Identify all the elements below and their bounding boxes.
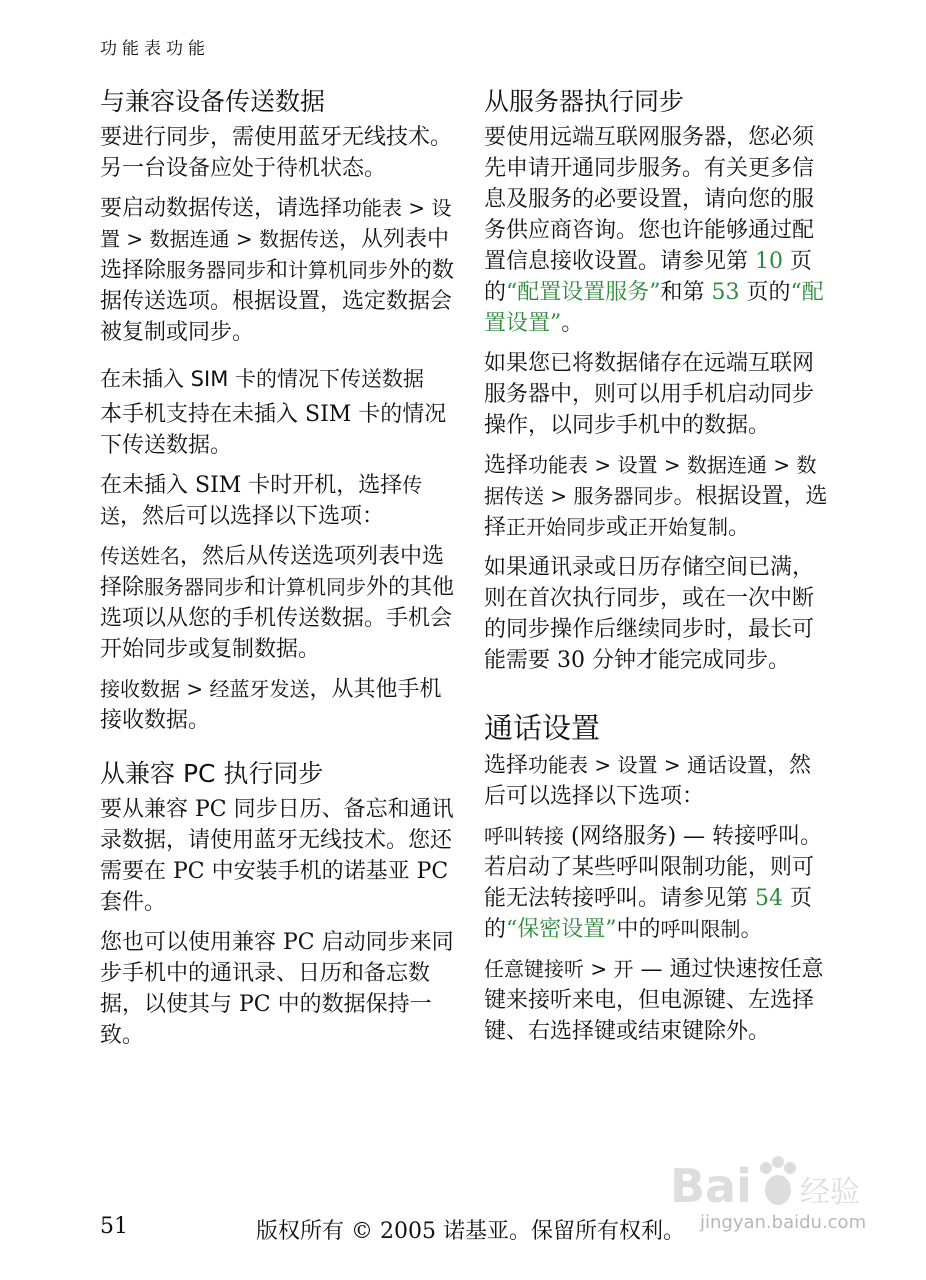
watermark-brand: Bai <box>670 1159 752 1213</box>
menu-path: 功能表 <box>342 196 403 220</box>
right-column <box>484 86 830 1056</box>
paragraph: 选择功能表 > 设置 > 数据连通 > 数据传送 > 服务器同步。根据设置，选择正开始同步或正开始复制。 <box>484 453 828 540</box>
menu-path: 通话设置 <box>686 753 767 777</box>
menu-path: 设置 <box>617 753 658 777</box>
menu-path: 数据传送 <box>484 453 817 508</box>
paragraph: 本手机支持在未插入 SIM 卡的情况下传送数据。 <box>100 402 447 458</box>
cross-reference-link[interactable]: “保密设置” <box>506 917 617 942</box>
page-ref[interactable]: 10 <box>755 249 783 274</box>
menu-path: 功能表 <box>528 453 589 477</box>
menu-option: 呼叫限制 <box>660 917 741 941</box>
menu-path: 数据传送 <box>258 227 339 251</box>
running-header: 功能表功能 <box>100 39 210 59</box>
menu-path: 数据连通 <box>686 453 767 477</box>
menu-option: 服务器同步 <box>166 258 267 282</box>
menu-option: 接收数据 <box>100 677 180 701</box>
section-title-server-sync: 从服务器执行同步 <box>484 87 685 116</box>
menu-path: 设置 <box>100 196 452 251</box>
section-title-transfer: 与兼容设备传送数据 <box>100 87 326 116</box>
paragraph: 在未插入 SIM 卡时开机，选择传送，然后可以选择以下选项： <box>100 473 423 529</box>
menu-option: 经蓝牙发送 <box>209 677 310 701</box>
paragraph: 要使用远端互联网服务器，您必须先申请开通同步服务。有关更多信息及服务的必要设置，请向您的服务供应商咨询。您也许能够通过配置信息接收设置。请参见第 10 页的“配置设置服务”和第 53 页的“配置设置”。 <box>484 125 824 336</box>
menu-path: 服务器同步 <box>573 484 674 508</box>
subsection-title-no-sim: 在未插入 SIM 卡的情况下传送数据 <box>100 367 424 391</box>
menu-option: 开 <box>613 957 634 981</box>
paw-icon <box>760 1156 796 1205</box>
menu-option: 计算机同步 <box>266 575 367 599</box>
watermark-url: jingyan.baidu.com <box>700 1212 867 1233</box>
cross-reference-link[interactable]: “配置设置” <box>484 280 824 336</box>
watermark-brand-2: 经验 <box>800 1175 860 1210</box>
section-title-pc-sync: 从兼容 PC 执行同步 <box>100 759 324 788</box>
menu-path: 设置 <box>617 453 658 477</box>
paragraph: 选择功能表 > 设置 > 通话设置，然后可以选择以下选项： <box>484 753 811 809</box>
cross-reference-link[interactable]: “配置设置服务” <box>506 280 661 305</box>
paragraph: 如果通讯录或日历存储空间已满，则在首次执行同步，或在一次中断的同步操作后继续同步时，最长可能需要 30 分钟才能完成同步。 <box>484 555 815 673</box>
menu-option: 计算机同步 <box>288 258 389 282</box>
copyright-notice: 版权所有 © 2005 诺基亚。保留所有权利。 <box>256 1219 685 1244</box>
paragraph: 要进行同步，需使用蓝牙无线技术。另一台设备应处于待机状态。 <box>100 125 453 181</box>
paragraph: 如果您已将数据储存在远端互联网服务器中，则可以用手机启动同步操作，以同步手机中的数据。 <box>484 351 815 438</box>
paragraph: 要启动数据传送，请选择功能表 > 设置 > 数据连通 > 数据传送，从列表中选择除服务器同步和计算机同步外的数据传送选项。根据设置，选定数据会被复制或同步。 <box>100 196 455 345</box>
menu-option: 呼叫转接 <box>484 824 564 848</box>
menu-option: 传送 <box>100 473 423 528</box>
menu-option: 正开始复制 <box>628 515 729 539</box>
menu-path: 功能表 <box>528 753 589 777</box>
menu-path: 数据连通 <box>149 227 230 251</box>
paragraph: 接收数据 > 经蓝牙发送，从其他手机接收数据。 <box>100 677 442 733</box>
menu-option: 正开始同步 <box>506 515 607 539</box>
menu-option: 任意键接听 <box>484 957 584 981</box>
paragraph: 您也可以使用兼容 PC 启动同步来同步手机中的通讯录、日历和备忘数据，以使其与 PC 中的数据保持一致。 <box>100 930 454 1048</box>
paragraph: 呼叫转接 (网络服务) — 转接呼叫。若启动了某些呼叫限制功能，则可能无法转接呼叫。请参见第 54 页的“保密设置”中的呼叫限制。 <box>484 824 823 942</box>
section-title-call-settings: 通话设置 <box>484 711 601 745</box>
page-number: 51 <box>100 1214 128 1239</box>
page-ref[interactable]: 53 <box>711 280 740 305</box>
menu-option: 服务器同步 <box>144 575 245 599</box>
page-ref[interactable]: 54 <box>755 886 783 911</box>
paragraph: 传送姓名，然后从传送选项列表中选择除服务器同步和计算机同步外的其他选项以从您的手机传送数据。手机会开始同步或复制数据。 <box>100 544 455 662</box>
paragraph: 要从兼容 PC 同步日历、备忘和通讯录数据，请使用蓝牙无线技术。您还需要在 PC 中安装手机的诺基亚 PC 套件。 <box>100 797 454 915</box>
menu-option: 传送姓名 <box>100 544 180 568</box>
left-column <box>100 86 460 1060</box>
paragraph: 任意键接听 > 开 — 通过快速按任意键来接听来电，但电源键、左选择键、右选择键或结束键除外。 <box>484 957 824 1044</box>
